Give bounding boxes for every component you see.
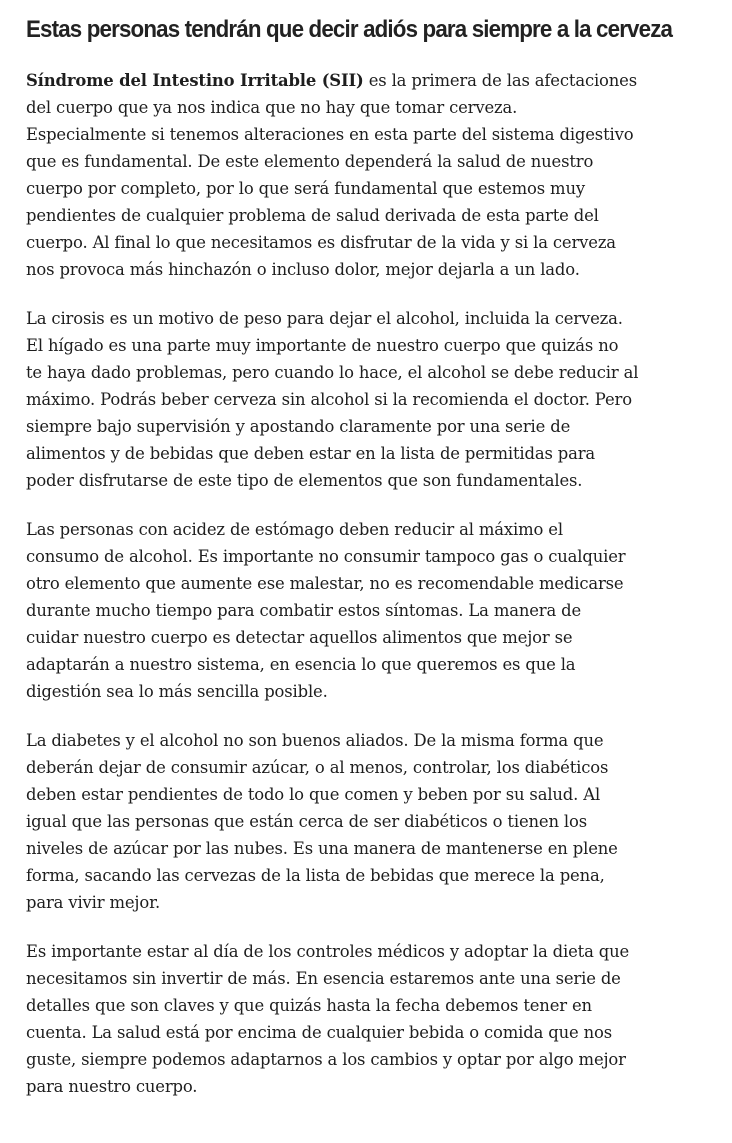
text-line: nos provoca más hinchazón o incluso dolor, mejor dejarla a un lado. — [26, 260, 580, 279]
text-line: para vivir mejor. — [26, 893, 161, 912]
paragraph-cirrhosis — [26, 305, 676, 494]
text-line: digestión sea lo más sencilla posible. — [26, 682, 328, 701]
text-line: Las personas con acidez de estómago deben reducir al máximo el — [26, 520, 563, 539]
text-line: del cuerpo que ya nos indica que no hay que tomar cerveza. — [26, 98, 518, 117]
text-line: para nuestro cuerpo. — [26, 1077, 198, 1096]
text-line: cuidar nuestro cuerpo es detectar aquellos alimentos que mejor se — [26, 628, 573, 647]
text-line: siempre bajo supervisión y apostando claramente por una serie de — [26, 417, 571, 436]
text-line: Especialmente si tenemos alteraciones en esta parte del sistema digestivo — [26, 125, 634, 144]
text-line: cuerpo por completo, por lo que será fundamental que estemos muy — [26, 179, 585, 198]
text-line: detalles que son claves y que quizás hasta la fecha debemos tener en — [26, 996, 592, 1015]
text-line: te haya dado problemas, pero cuando lo hace, el alcohol se debe reducir al — [26, 363, 639, 382]
text-line: Es importante estar al día de los controles médicos y adoptar la dieta que — [26, 942, 630, 961]
bold-lead: Síndrome del Intestino Irritable (SII) — [26, 71, 364, 90]
text-line: consumo de alcohol. Es importante no consumir tampoco gas o cualquier — [26, 547, 626, 566]
text-line: adaptarán a nuestro sistema, en esencia lo que queremos es que la — [26, 655, 576, 674]
paragraph-acidity — [26, 516, 676, 705]
article-heading: Estas personas tendrán que decir adiós para siempre a la cerveza — [26, 16, 673, 43]
text-segment: es la primera de las afectaciones — [363, 71, 637, 90]
article — [26, 0, 676, 1100]
text-line: niveles de azúcar por las nubes. Es una manera de mantenerse en plene — [26, 839, 618, 858]
text-line: cuerpo. Al final lo que necesitamos es disfrutar de la vida y si la cerveza — [26, 233, 616, 252]
text-line: que es fundamental. De este elemento dependerá la salud de nuestro — [26, 152, 594, 171]
paragraph-diabetes — [26, 727, 676, 916]
text-line: deben estar pendientes de todo lo que comen y beben por su salud. Al — [26, 785, 601, 804]
text-line: guste, siempre podemos adaptarnos a los cambios y optar por algo mejor — [26, 1050, 626, 1069]
text-line: El hígado es una parte muy importante de nuestro cuerpo que quizás no — [26, 336, 619, 355]
text-line: otro elemento que aumente ese malestar, no es recomendable medicarse — [26, 574, 624, 593]
text-line: durante mucho tiempo para combatir estos síntomas. La manera de — [26, 601, 582, 620]
text-line: necesitamos sin invertir de más. En esencia estaremos ante una serie de — [26, 969, 621, 988]
paragraph-medical-checkups — [26, 938, 676, 1100]
text-line: La diabetes y el alcohol no son buenos aliados. De la misma forma que — [26, 731, 604, 750]
text-line: igual que las personas que están cerca de ser diabéticos o tienen los — [26, 812, 587, 831]
text-line — [26, 67, 676, 94]
text-line: La cirosis es un motivo de peso para dejar el alcohol, incluida la cerveza. — [26, 309, 623, 328]
text-line: poder disfrutarse de este tipo de elementos que son fundamentales. — [26, 471, 583, 490]
text-line: pendientes de cualquier problema de salud derivada de esta parte del — [26, 206, 599, 225]
paragraph-ibs — [26, 67, 676, 283]
text-line: alimentos y de bebidas que deben estar en la lista de permitidas para — [26, 444, 596, 463]
text-line: deberán dejar de consumir azúcar, o al menos, controlar, los diabéticos — [26, 758, 609, 777]
text-line: cuenta. La salud está por encima de cualquier bebida o comida que nos — [26, 1023, 613, 1042]
text-line: máximo. Podrás beber cerveza sin alcohol si la recomienda el doctor. Pero — [26, 390, 632, 409]
text-line: forma, sacando las cervezas de la lista de bebidas que merece la pena, — [26, 866, 605, 885]
